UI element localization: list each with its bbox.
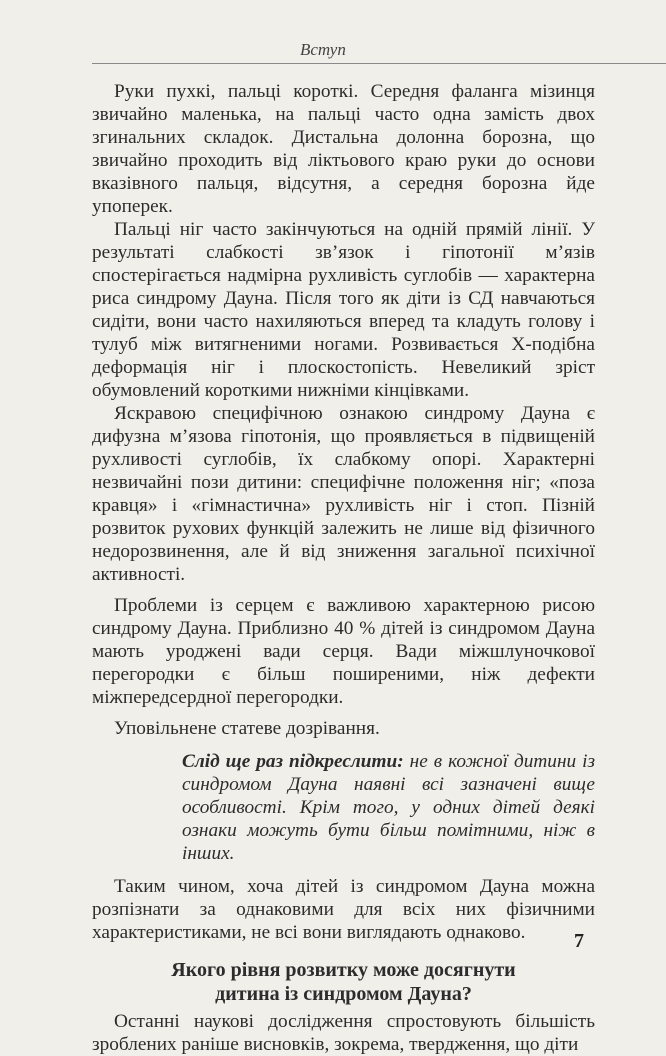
paragraph-hands: Руки пухкі, пальці короткі. Середня фаланга мізинця звичайно маленька, на пальці часто одна замість двох згинальних складок. Дистальна долонна борозна, що звичайно проходить від ліктьового краю руки до основи вказівного пальця, відсутня, а середня борозна йде упоперек. xyxy=(92,81,595,217)
paragraph-hypotonia: Яскравою специфічною ознакою синдрому Дауна є дифузна м’язова гіпотонія, що проявляється в підвищеній рухливості суглобів, їх слабкому опорі. Характерні незвичайні пози дитини: специфічне положення ніг; «поза кравця» і «гімнастична» рухливість ніг і стоп. Пізній розвиток рухових функцій залежить не лише від фізичного недорозвинення, але й від зниження загальної психічної активності. xyxy=(92,403,595,585)
paragraph-maturation: Уповільнене статеве дозрівання. xyxy=(114,718,380,739)
running-title: Вступ xyxy=(300,40,346,59)
body-text xyxy=(92,80,595,1056)
paragraph-conclusion: Таким чином, хоча дітей із синдромом Дауна можна розпізнати за однаковими для всіх них фізичними характеристиками, не всі вони виглядають однаково. xyxy=(92,876,595,943)
section-heading xyxy=(92,958,595,1006)
section-heading-line-2: дитина із синдромом Дауна? xyxy=(215,983,472,1005)
note-lead: Слід ще раз підкреслити: xyxy=(182,751,404,772)
paragraph-research: Останні наукові дослідження спростовують більшість зроблених раніше висновків, зокрема, твердження, що діти xyxy=(92,1011,595,1055)
header-rule xyxy=(92,63,666,64)
page-number: 7 xyxy=(574,930,584,952)
section-heading-line-1: Якого рівня розвитку може досягнути xyxy=(171,959,516,981)
note-text: не в кожної дитини із синдромом Дауна наявні всі зазначені вище особливості. Крім того, у одних дітей деякі ознаки можуть бути більш помітними, ніж в інших. xyxy=(182,751,595,864)
paragraph-heart: Проблеми із серцем є важливою характерною рисою синдрому Дауна. Приблизно 40 % дітей із синдромом Дауна мають уроджені вади серця. Вади міжшлуночкової перегородки є більш поширеними, ніж дефекти міжпередсердної перегородки. xyxy=(92,595,595,708)
running-header xyxy=(92,40,666,64)
paragraph-feet: Пальці ніг часто закінчуються на одній прямій лінії. У результаті слабкості зв’язок і гіпотонії м’язів спостерігається надмірна рухливість суглобів — характерна риса синдрому Дауна. Після того як діти із СД навчаються сидіти, вони часто нахиляються вперед та кладуть голову і тулуб між витягненими ногами. Розвивається Х-подібна деформація ніг і плоскостопість. Невеликий зріст обумовлений короткими нижніми кінцівками. xyxy=(92,219,595,401)
emphasis-note xyxy=(182,750,595,865)
